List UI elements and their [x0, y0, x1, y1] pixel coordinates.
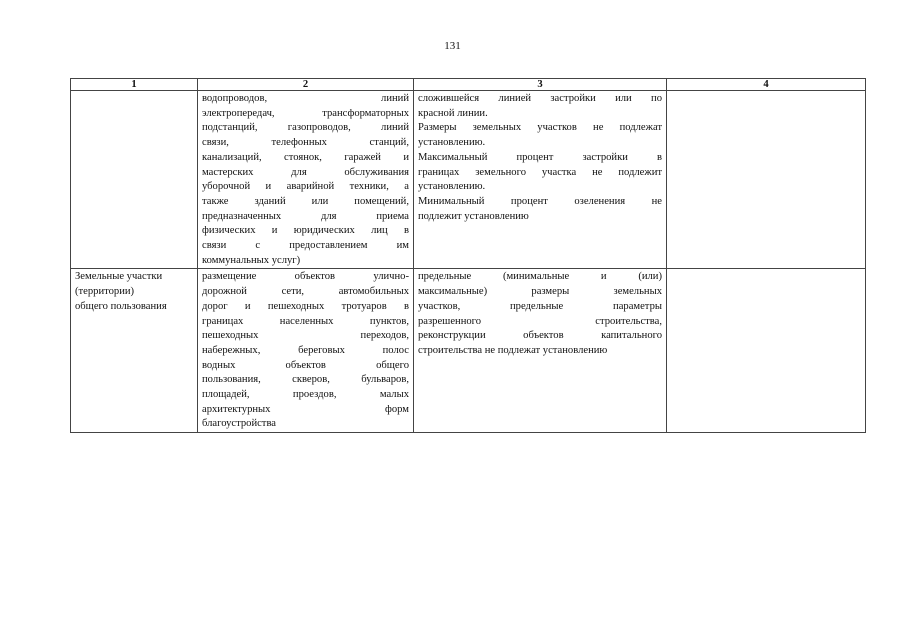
cell-text-line: Минимальный процент озеленения не [418, 195, 662, 207]
cell-text-line: электропередач, трансформаторных [202, 107, 409, 119]
cell-text-line: установлению. [418, 137, 486, 149]
column-header-1: 1 [71, 79, 198, 91]
cell-text-line: уборочной и аварийной техники, а [202, 181, 409, 193]
cell-text-line: площадей, проездов, малых [202, 389, 409, 401]
cell-text-line: Максимальный процент застройки в [418, 151, 662, 163]
cell-paragraph [418, 195, 662, 224]
row2-col2-cell [198, 269, 414, 433]
header-row [71, 79, 866, 91]
cell-text-line: подстанций, газопроводов, линий [202, 122, 409, 134]
cell-text-line: разрешенного строительства, [418, 315, 662, 327]
cell-text-line: набережных, береговых полос [202, 344, 409, 356]
row2-col1-cell [71, 269, 198, 433]
page-number: 131 [444, 40, 461, 52]
cell-text-line: коммунальных услуг) [202, 254, 301, 266]
column-header-4: 4 [667, 79, 866, 91]
cell-text-line: дорог и пешеходных тротуаров в [202, 300, 409, 312]
cell-text-line: предназначенных для приема [202, 210, 409, 222]
cell-paragraph [418, 270, 662, 358]
cell-text-line: физических и юридических лиц в [202, 225, 409, 237]
cell-text-line: максимальные) размеры земельных [418, 286, 662, 298]
cell-text-line: канализаций, стоянок, гаражей и [202, 151, 409, 163]
cell-text-line: общего пользования [75, 300, 167, 312]
land-use-table [70, 78, 866, 433]
cell-text-line: пешеходных переходов, [202, 330, 409, 342]
cell-text-line: водных объектов общего [202, 359, 409, 371]
cell-text-line: красной линии. [418, 107, 488, 119]
cell-text-line: мастерских для обслуживания [202, 166, 409, 178]
row1-col4-cell [667, 91, 866, 269]
cell-paragraph [418, 121, 662, 150]
cell-text-line: границах населенных пунктов, [202, 315, 409, 327]
cell-text-line: размещение объектов улично- [202, 271, 409, 283]
cell-text-line: Земельные участки [75, 271, 163, 283]
cell-text-line: также зданий или помещений, [202, 195, 409, 207]
cell-text-line: (территории) [75, 286, 135, 298]
row1-col2-cell [198, 91, 414, 269]
column-header-2: 2 [198, 79, 414, 91]
cell-text-line: подлежит установлению [418, 210, 529, 222]
cell-text-line: Размеры земельных участков не подлежат [418, 122, 662, 134]
cell-text-line: водопроводов, линий [202, 93, 409, 104]
column-header-3: 3 [414, 79, 667, 91]
cell-text-line: предельные (минимальные и (или) [418, 271, 662, 283]
cell-text-line: реконструкции объектов капитального [418, 330, 662, 342]
row1-col1-cell [71, 91, 198, 269]
cell-text-line: дорожной сети, автомобильных [202, 286, 409, 298]
table-row [71, 91, 866, 269]
table-row [71, 269, 866, 433]
row2-col3-cell [414, 269, 667, 433]
cell-text-line: сложившейся линией застройки или по [418, 93, 662, 104]
cell-text-line: установлению. [418, 181, 486, 193]
cell-text-line: связи, телефонных станций, [202, 137, 409, 149]
cell-text-line: архитектурных форм [202, 403, 409, 415]
cell-text-line: благоустройства [202, 418, 277, 430]
cell-text-line: строительства не подлежат установлению [418, 344, 608, 356]
cell-paragraph [418, 92, 662, 121]
cell-text-line: границах земельного участка не подлежит [418, 166, 662, 178]
cell-text-line: участков, предельные параметры [418, 300, 662, 312]
row2-col4-cell [667, 269, 866, 433]
cell-paragraph [418, 151, 662, 195]
cell-text-line: связи с предоставлением им [202, 240, 409, 252]
cell-text-line: пользования, скверов, бульваров, [202, 374, 409, 386]
row1-col3-cell [414, 91, 667, 269]
